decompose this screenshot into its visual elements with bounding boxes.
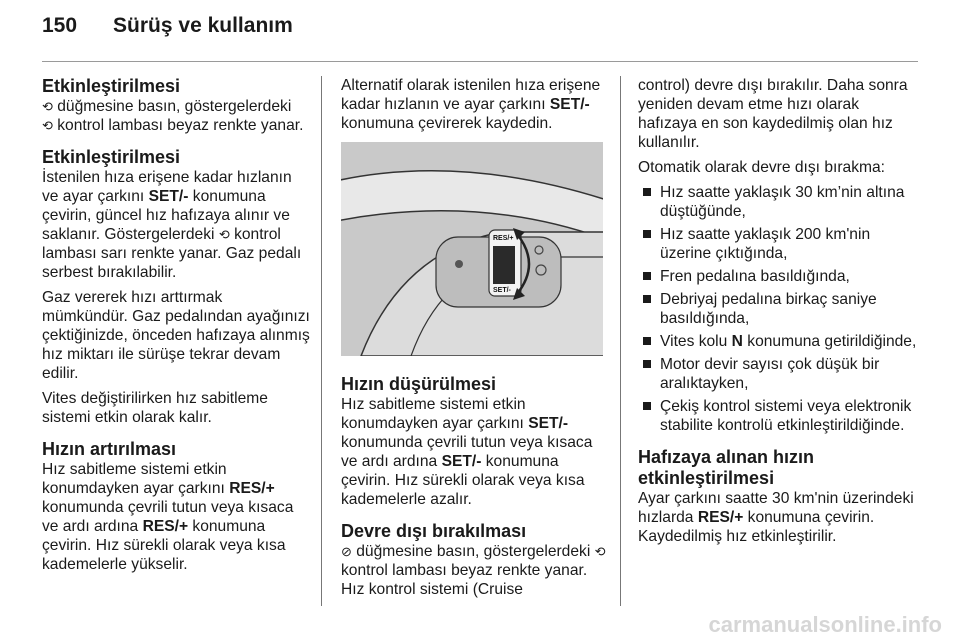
column-divider-1 bbox=[321, 76, 322, 606]
list-item: Fren pedalına basıldığında, bbox=[638, 267, 920, 286]
steering-wheel-illustration bbox=[341, 142, 603, 356]
page-header bbox=[42, 14, 293, 38]
list-item: Hız saatte yaklaşık 200 km'nin üzerine çıktığında, bbox=[638, 225, 920, 263]
cruise-control-icon: ⟲ bbox=[594, 544, 606, 559]
heading-increase: Hızın artırılması bbox=[42, 439, 177, 459]
paragraph-auto-deactivation: Otomatik olarak devre dışı bırakma: bbox=[638, 159, 885, 176]
heading-deactivate: Devre dışı bırakılması bbox=[341, 521, 527, 541]
column-1 bbox=[42, 76, 312, 580]
paragraph-continued: control) devre dışı bırakılır. Daha sonra yeniden devam etme hızı olarak hafızaya en son kaydedilmiş olan hız kullanılır. bbox=[638, 77, 908, 151]
res-label: RES/+ bbox=[493, 235, 514, 242]
column-2 bbox=[341, 76, 607, 605]
paragraph-alternative: Alternatif olarak istenilen hıza erişene kadar hızlanın ve ayar çarkını SET/- konumuna çevirerek kaydedin. bbox=[341, 77, 601, 132]
deactivation-list bbox=[638, 183, 920, 435]
cruise-control-icon: ⟲ bbox=[42, 99, 53, 114]
heading-activation-2: Etkinleştirilmesi bbox=[42, 147, 181, 167]
paragraph-gear: Vites değiştirilirken hız sabitleme sistemi etkin olarak kalır. bbox=[42, 390, 268, 426]
page-number: 150 bbox=[42, 14, 78, 37]
paragraph-activation-2: İstenilen hıza erişene kadar hızlanın ve ayar çarkını SET/- konumuna çevirin, güncel hız hafızaya alınır ve saklanır. Göstergelerdeki ⟲ kontrol lambası sarı renkte yanar. Gaz pedalı serbest bırakılabilir. bbox=[42, 169, 302, 281]
paragraph-activation: ⟲ düğmesine basın, göstergelerdeki ⟲ kontrol lambası beyaz renkte yanar. bbox=[42, 98, 304, 134]
set-label: SET/- bbox=[493, 287, 511, 294]
column-divider-2 bbox=[620, 76, 621, 606]
cruise-control-icon: ⟲ bbox=[42, 118, 53, 133]
heading-activation: Etkinleştirilmesi bbox=[42, 76, 181, 96]
paragraph-accelerate: Gaz vererek hızı arttırmak mümkündür. Gaz pedalından ayağınızı çektiğinizde, önceden hafızaya alınmış hız miktarı ile sürüşe tekrar devam edilir. bbox=[42, 289, 310, 382]
list-item: Hız saatte yaklaşık 30 km’nin altına düştüğünde, bbox=[638, 183, 920, 221]
heading-memory: Hafızaya alınan hızın etkinleştirilmesi bbox=[638, 447, 815, 488]
paragraph-memory: Ayar çarkını saatte 30 km'nin üzerindeki hızlarda RES/+ konumuna çevirin. Kaydedilmiş hız etkinleştirilir. bbox=[638, 490, 914, 545]
cruise-control-icon: ⟲ bbox=[218, 227, 230, 242]
watermark: carmanualsonline.info bbox=[708, 612, 942, 637]
column-3 bbox=[638, 76, 920, 552]
paragraph-decrease: Hız sabitleme sistemi etkin konumdayken ayar çarkını SET/- konumunda çevrili tutun veya kısaca ve ardı ardına SET/- konumuna çevirin. Hız sürekli olarak veya kısa kademelerle azalır. bbox=[341, 396, 593, 508]
cruise-control-off-icon: ⊘ bbox=[341, 544, 352, 559]
paragraph-deactivate: ⊘ düğmesine basın, göstergelerdeki ⟲ kontrol lambası beyaz renkte yanar. Hız kontrol sistemi (Cruise bbox=[341, 543, 606, 598]
list-item: Debriyaj pedalına birkaç saniye basıldığında, bbox=[638, 290, 920, 328]
heading-decrease: Hızın düşürülmesi bbox=[341, 374, 497, 394]
paragraph-increase: Hız sabitleme sistemi etkin konumdayken ayar çarkını RES/+ konumunda çevrili tutun veya kısaca ve ardı ardına RES/+ konumuna çevirin. Hız sürekli olarak veya kısa kademelerle yükselir. bbox=[42, 461, 294, 573]
page-title: Sürüş ve kullanım bbox=[113, 14, 293, 37]
list-item: Vites kolu N konumuna getirildiğinde, bbox=[638, 332, 920, 351]
list-item: Motor devir sayısı çok düşük bir aralıktayken, bbox=[638, 355, 920, 393]
list-item: Çekiş kontrol sistemi veya elektronik stabilite kontrolü etkinleştirildiğinde. bbox=[638, 397, 920, 435]
header-rule bbox=[42, 61, 918, 62]
